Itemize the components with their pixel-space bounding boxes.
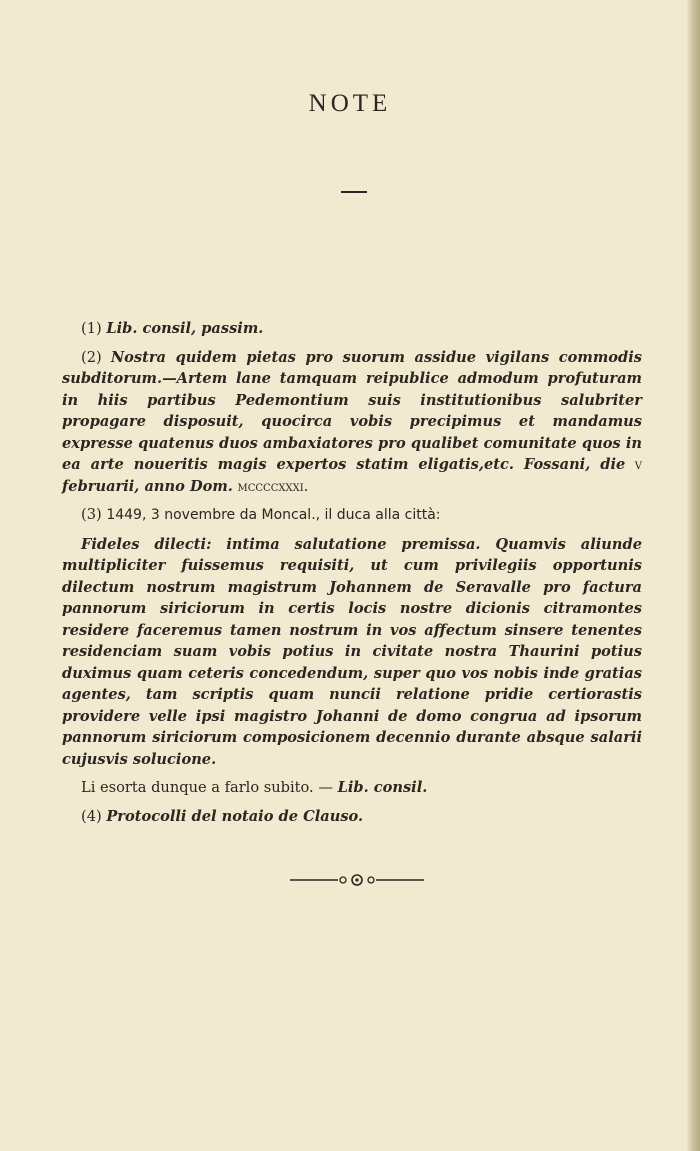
comment-text: Li esorta dunque a farlo subito. — xyxy=(81,779,333,796)
note-4 xyxy=(62,806,642,828)
note-3-quote xyxy=(62,534,642,771)
note-3 xyxy=(62,504,642,527)
note-day-numeral: v xyxy=(634,456,643,473)
note-2 xyxy=(62,347,642,498)
note-text: Lib. consil, passim. xyxy=(106,320,264,337)
note-number: (3) xyxy=(81,506,102,523)
notes-section xyxy=(62,318,642,834)
title-rule xyxy=(341,191,367,193)
page-edge-shadow xyxy=(686,0,700,1151)
comment-ref: Lib. consil. xyxy=(337,779,428,796)
quote-text: Fideles dilecti: intima salutatione premissa. Quamvis aliunde multipliciter fuissemus requisiti, ut cum privilegiis opportunis dilectum nostrum magistrum Johannem de Seravalle pro factura pannorum siriciorum in certis locis nostre dicionis citramontes residere faceremus tamen nostrum in vos affectum sinsere tenentes residenciam suam vobis potius in civitate nostra Thaurini potius duximus quam ceteris concedendum, super quo vos nobis inde gratias agentes, tam scriptis quam nuncii relatione pridie certiorastis providere velle ipsi magistro Johanni de domo congrua ad ipsorum pannorum siriciorum composicionem decennio durante absque salarii cujusvis solucione. xyxy=(62,535,642,768)
note-year-numeral: mccccxxxi. xyxy=(237,477,309,495)
note-text: Nostra quidem pietas pro suorum assidue vigilans commodis subditorum.—Artem lane tamquam reipublice admodum profuturam in hiis partibus Pedemontium suis institutionibus salubriter propagare disposuit, quocirca vobis precipimus et mandamus expresse quatenus duos ambaxiatores pro qualibet comunitate quos in ea arte noueritis magis expertos statim eligatis,etc. Fossani, die xyxy=(62,348,642,473)
note-number: (1) xyxy=(81,320,102,337)
page-title: NOTE xyxy=(308,90,392,117)
note-number: (2) xyxy=(81,348,102,366)
ornament-divider xyxy=(290,870,424,890)
note-text: 1449, 3 novembre da Moncal., il duca alla città: xyxy=(106,507,441,523)
note-number: (4) xyxy=(81,807,102,825)
note-1 xyxy=(62,318,642,340)
note-text-mid: februarii, anno Dom. xyxy=(62,477,233,495)
note-text: Protocolli del notaio de Clauso. xyxy=(106,807,364,825)
note-3-comment xyxy=(62,777,642,799)
